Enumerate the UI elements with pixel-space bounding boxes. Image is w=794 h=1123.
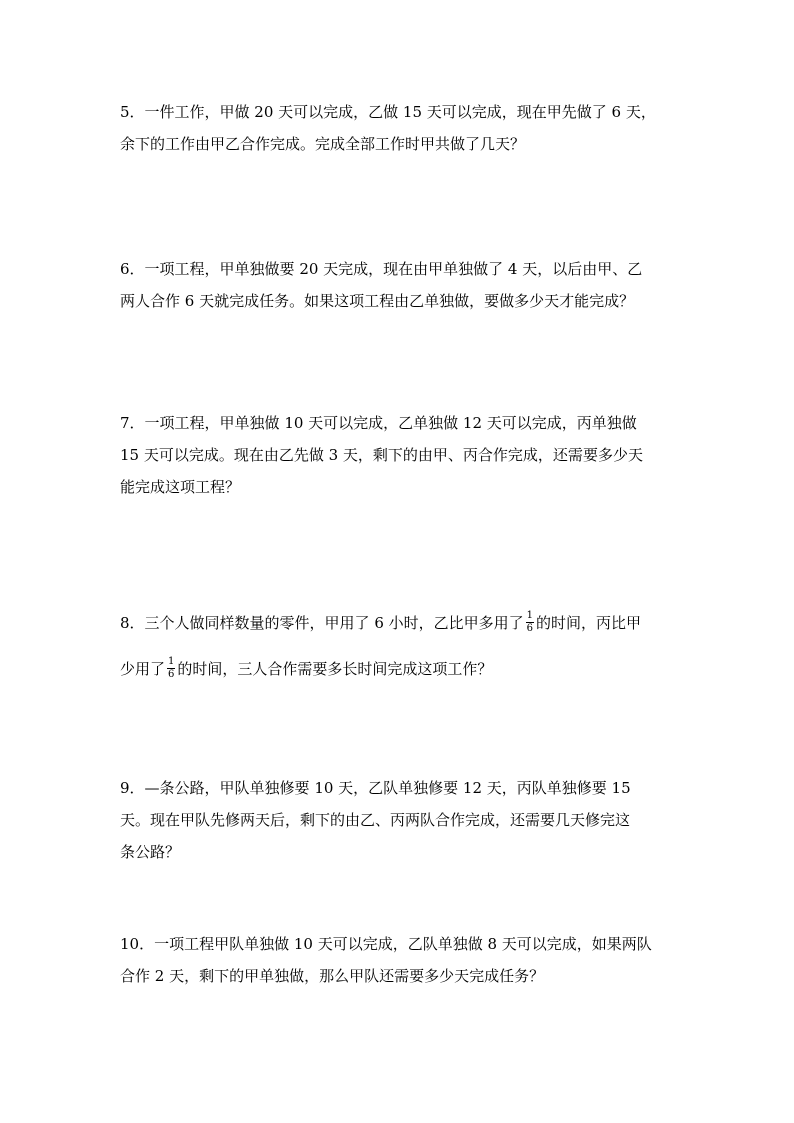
question-8-line-2-text-a: 少用了 — [120, 660, 166, 678]
question-9 — [120, 772, 680, 868]
question-9-line-2: 天。现在甲队先修两天后，剩下的由乙、丙两队合作完成，还需要几天修完这 — [120, 811, 631, 829]
question-7-line-3: 能完成这项工程？ — [120, 478, 241, 496]
question-8-line-1-text-a: 8．三个人做同样数量的零件，甲用了 6 小时，乙比甲多用了 — [120, 614, 524, 632]
question-8-line-1-text-b: 的时间，丙比甲 — [536, 614, 642, 632]
question-8-line-2-text-b: 的时间，三人合作需要多长时间完成这项工作？ — [177, 660, 493, 678]
fraction-numerator: 1 — [168, 655, 175, 667]
question-10-line-2: 合作 2 天，剩下的甲单独做，那么甲队还需要多少天完成任务？ — [120, 967, 545, 985]
question-9-line-1: 9．—条公路，甲队单独修要 10 天，乙队单独修要 12 天，丙队单独修要 15 — [120, 779, 631, 797]
question-8-line-1 — [120, 600, 680, 646]
question-6 — [120, 253, 680, 317]
question-7-line-1: 7．一项工程，甲单独做 10 天可以完成，乙单独做 12 天可以完成，丙单独做 — [120, 414, 637, 432]
fraction-one-sixth — [526, 610, 534, 635]
question-7 — [120, 407, 680, 503]
question-5 — [120, 96, 680, 160]
fraction-one-sixth — [167, 656, 175, 681]
question-10-line-1: 10．一项工程甲队单独做 10 天可以完成，乙队单独做 8 天可以完成，如果两队 — [120, 935, 652, 953]
fraction-denominator: 6 — [526, 622, 534, 634]
fraction-numerator: 1 — [526, 609, 534, 621]
question-10 — [120, 928, 680, 992]
question-6-line-2: 两人合作 6 天就完成任务。如果这项工程由乙单独做，要做多少天才能完成？ — [120, 292, 635, 310]
question-5-line-1: 5．一件工作，甲做 20 天可以完成，乙做 15 天可以完成，现在甲先做了 6 天， — [120, 103, 656, 121]
fraction-denominator: 6 — [168, 668, 175, 680]
question-8-line-2 — [120, 646, 680, 692]
question-9-line-3: 条公路？ — [120, 843, 181, 861]
question-5-line-2: 余下的工作由甲乙合作完成。完成全部工作时甲共做了几天？ — [120, 135, 526, 153]
question-8 — [120, 600, 680, 692]
question-6-line-1: 6．一项工程，甲单独做要 20 天完成，现在由甲单独做了 4 天，以后由甲、乙 — [120, 260, 643, 278]
question-7-line-2: 15 天可以完成。现在由乙先做 3 天，剩下的由甲、丙合作完成，还需要多少天 — [120, 446, 643, 464]
